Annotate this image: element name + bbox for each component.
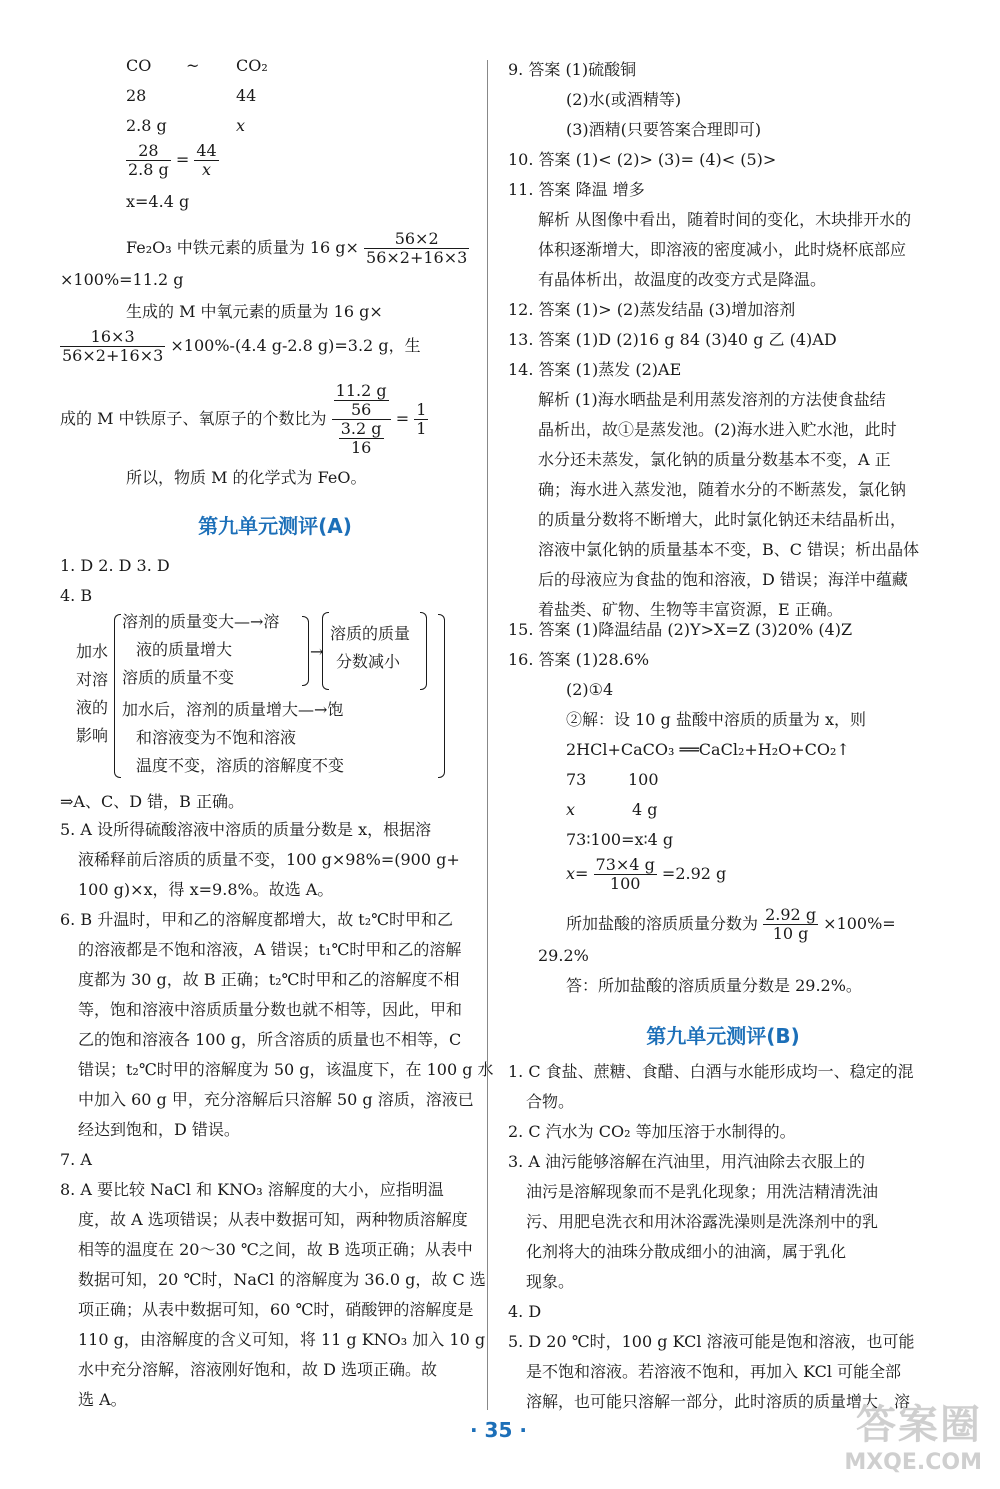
x-result: =2.92 g bbox=[661, 864, 727, 883]
explanation-line: 水分还未蒸发，氯化钠的质量分数基本不变，A 正 bbox=[538, 450, 891, 469]
branch-5: 和溶液变为不饱和溶液 bbox=[136, 728, 297, 747]
numerator: 2.92 g bbox=[765, 905, 817, 924]
fraction bbox=[194, 142, 218, 179]
branch-text: 加水后，溶剂的质量增大 bbox=[122, 700, 299, 719]
answer-b1-cont: 合物。 bbox=[526, 1092, 575, 1111]
text-line: 相等的温度在 20～30 ℃之间，故 B 选项正确；从表中 bbox=[78, 1240, 473, 1259]
x-solution bbox=[566, 856, 726, 893]
section-heading-a: 第九单元测评(A) bbox=[198, 514, 352, 538]
answer-16-setup: ②解：设 10 g 盐酸中溶质的质量为 x，则 bbox=[566, 710, 866, 729]
denominator: 2.8 g bbox=[128, 160, 169, 179]
denominator: 56×2+16×3 bbox=[62, 346, 164, 365]
numerator: 73×4 g bbox=[595, 855, 655, 874]
fraction bbox=[126, 142, 171, 179]
o-mass-line bbox=[60, 328, 421, 365]
side-label: 加水 bbox=[76, 642, 109, 661]
value: 100 bbox=[628, 770, 659, 789]
right-column bbox=[508, 40, 938, 1420]
numerator: 1 bbox=[416, 400, 427, 419]
fraction bbox=[594, 856, 657, 893]
section-heading-b: 第九单元测评(B) bbox=[646, 1024, 800, 1048]
ratio-bottom bbox=[332, 420, 391, 457]
value: 73 bbox=[566, 770, 587, 789]
answer-b4: 4. D bbox=[508, 1302, 542, 1321]
mass-28: 28 bbox=[126, 86, 147, 105]
ratio-top bbox=[332, 382, 391, 420]
percentage-text: 所加盐酸的溶质质量分数为 bbox=[566, 914, 759, 933]
left-brace bbox=[114, 614, 121, 778]
text-line: 项正确；从表中数据可知，60 ℃时，硝酸钾的溶解度是 bbox=[78, 1300, 474, 1319]
denominator: x bbox=[202, 160, 212, 179]
text-line: 油污是溶解现象而不是乳化现象；用洗洁精清洗油 bbox=[526, 1182, 879, 1201]
text-line: 是不饱和溶液。若溶液不饱和，再加入 KCl 可能全部 bbox=[526, 1362, 902, 1381]
value: 4 g bbox=[632, 800, 658, 819]
ratio-result bbox=[414, 401, 428, 438]
text-line: 度，故 A 选项错误；从表中数据可知，两种物质溶解度 bbox=[78, 1210, 468, 1229]
text-line: 数据可知，20 ℃时，NaCl 的溶解度为 36.0 g，故 C 选 bbox=[78, 1270, 486, 1289]
numerator: 56×2 bbox=[364, 230, 469, 249]
calc-proportion bbox=[126, 142, 219, 179]
answer-14: 14. 答案 (1)蒸发 (2)AE bbox=[508, 360, 682, 379]
answer-7: 7. A bbox=[60, 1150, 92, 1169]
answer-9-part-2: (2)水(或酒精等) bbox=[566, 90, 682, 109]
equals: = bbox=[175, 150, 190, 169]
answer-16-part-2: (2)①4 bbox=[566, 680, 614, 699]
percentage-tail: ×100%= bbox=[823, 914, 896, 933]
fraction bbox=[334, 382, 389, 419]
left-column bbox=[60, 40, 494, 1420]
text-line: 化剂将大的油珠分散成细小的油滴，属于乳化 bbox=[526, 1242, 847, 1261]
fe-tail: ×100%=11.2 g bbox=[60, 270, 184, 289]
explanation-line: 解析 从图像中看出，随着时间的变化，木块排开水的 bbox=[538, 210, 912, 229]
numerator: 44 bbox=[196, 141, 217, 160]
text-line: 度都为 30 g，故 B 正确；t₂℃时甲和乙的溶解度不相 bbox=[78, 970, 460, 989]
text-line: 5. A 设所得硫酸溶液中溶质的质量分数是 x，根据溶 bbox=[60, 820, 432, 839]
result-bracket-right bbox=[420, 612, 427, 690]
fe-fraction bbox=[364, 230, 469, 267]
o-mass-text: 生成的 M 中氧元素的质量为 16 g× bbox=[126, 302, 383, 321]
fe-text: Fe₂O₃ 中铁元素的质量为 16 g× bbox=[126, 238, 359, 257]
mass-2-8: 2.8 g bbox=[126, 116, 167, 135]
numerator: 3.2 g bbox=[340, 419, 382, 438]
branch-6: 温度不变，溶质的溶解度不变 bbox=[136, 756, 345, 775]
percentage-line bbox=[566, 906, 896, 943]
text-line: 110 g，由溶解度的含义可知，将 11 g KNO₃ 加入 10 g bbox=[78, 1330, 486, 1349]
text-line: 乙的饱和溶液各 100 g，所含溶质的质量也不相等，C bbox=[78, 1030, 462, 1049]
ratio-line bbox=[60, 382, 428, 457]
denominator: 100 bbox=[609, 874, 641, 893]
text-line: 水中充分溶解，溶液刚好饱和，故 D 选项正确。故 bbox=[78, 1360, 438, 1379]
o-tail: ×100%-(4.4 g-2.8 g)=3.2 g，生 bbox=[170, 336, 421, 355]
mass-row-1 bbox=[566, 770, 766, 790]
text-line: 中加入 60 g 甲，充分溶解后只溶解 50 g 溶质，溶液已 bbox=[78, 1090, 474, 1109]
fraction bbox=[763, 906, 818, 943]
branch-3: 溶质的质量不变 bbox=[122, 668, 235, 687]
calc-row3 bbox=[126, 116, 326, 136]
answer-4: 4. B bbox=[60, 586, 93, 605]
arrow-text: —→溶 bbox=[234, 612, 280, 631]
answer-11: 11. 答案 降温 增多 bbox=[508, 180, 645, 199]
denominator: 56 bbox=[350, 400, 372, 419]
arrow-to-result: → bbox=[310, 642, 324, 661]
denominator: 16 bbox=[350, 438, 372, 457]
watermark-url: MXQE.COM bbox=[844, 1450, 982, 1475]
denominator: 1 bbox=[416, 419, 427, 438]
explanation-line: 着盐类、矿物、生物等丰富资源，E 正确。 bbox=[538, 600, 843, 619]
value: x bbox=[566, 800, 576, 819]
final-answer: 答：所加盐酸的溶质质量分数是 29.2%。 bbox=[566, 976, 862, 995]
text-line: 6. B 升温时，甲和乙的溶解度都增大，故 t₂℃时甲和乙 bbox=[60, 910, 454, 929]
side-label: 影响 bbox=[76, 726, 109, 745]
answer-12: 12. 答案 (1)> (2)蒸发结晶 (3)增加溶剂 bbox=[508, 300, 796, 319]
answer-b3: 3. A 油污能够溶解在汽油里，用汽油除去衣服上的 bbox=[508, 1152, 865, 1171]
equals: = bbox=[395, 409, 410, 428]
proportion: 73∶100=x∶4 g bbox=[566, 830, 674, 849]
explanation-line: 溶液中氯化钠的质量基本不变，B、C 错误；析出晶体 bbox=[538, 540, 920, 559]
numerator: 16×3 bbox=[60, 328, 165, 347]
o-fraction bbox=[60, 328, 165, 365]
right-brace bbox=[302, 616, 309, 686]
result-line-1: 溶质的质量 bbox=[330, 624, 411, 643]
calc-row1 bbox=[126, 56, 268, 76]
conclusion: 所以，物质 M 的化学式为 FeO。 bbox=[126, 468, 367, 487]
co-label: CO bbox=[126, 56, 152, 75]
chemical-equation: 2HCl+CaCO₃ ══CaCl₂+H₂O+CO₂↑ bbox=[566, 740, 850, 759]
branch-4 bbox=[122, 700, 343, 720]
page-number: · 35 · bbox=[470, 1418, 527, 1442]
answer-9: 9. 答案 (1)硫酸铜 bbox=[508, 60, 637, 79]
branch-1 bbox=[122, 612, 279, 632]
result-line-2: 分数减小 bbox=[336, 652, 401, 671]
explanation-line: 后的母液应为食盐的饱和溶液，D 错误；海洋中蕴藏 bbox=[538, 570, 908, 589]
answer-10: 10. 答案 (1)< (2)> (3)= (4)< (5)> bbox=[508, 150, 777, 169]
fe-mass-line bbox=[126, 230, 469, 267]
explanation-line: 晶析出，故①是蒸发池。(2)海水进入贮水池，此时 bbox=[538, 420, 897, 439]
numerator: 28 bbox=[126, 142, 171, 161]
answer-9-part-3: (3)酒精(只要答案合理即可) bbox=[566, 120, 762, 139]
side-label: 对溶 bbox=[76, 670, 109, 689]
text-line: 选 A。 bbox=[78, 1390, 127, 1409]
text-line: 经达到饱和，D 错误。 bbox=[78, 1120, 240, 1139]
answer-b5: 5. D 20 ℃时，100 g KCl 溶液可能是饱和溶液，也可能 bbox=[508, 1332, 915, 1351]
mass-row-2 bbox=[566, 800, 766, 820]
tilde: ~ bbox=[186, 56, 200, 75]
text-line: 的溶液都是不饱和溶液，A 错误；t₁℃时甲和乙的溶解 bbox=[78, 940, 462, 959]
text-line: 污、用肥皂洗衣和用沐浴露洗澡则是洗涤剂中的乳 bbox=[526, 1212, 879, 1231]
answer-1-3: 1. D 2. D 3. D bbox=[60, 556, 170, 575]
dilution-diagram bbox=[60, 612, 490, 782]
denominator: 56×2+16×3 bbox=[366, 248, 468, 267]
text-line: 溶解，也可能只溶解一部分，此时溶质的质量增大，溶 bbox=[526, 1392, 911, 1411]
explanation-line: 有晶体析出，故温度的改变方式是降温。 bbox=[538, 270, 827, 289]
answer-4-conclusion: ⇒A、C、D 错，B 正确。 bbox=[60, 792, 244, 811]
branch-2: 液的质量增大 bbox=[136, 640, 233, 659]
text-line: 等，饱和溶液中溶质质量分数也就不相等，因此，甲和 bbox=[78, 1000, 463, 1019]
co2-label: CO₂ bbox=[236, 56, 268, 75]
outer-right-brace bbox=[438, 614, 445, 778]
side-label: 液的 bbox=[76, 698, 109, 717]
text-line: 现象。 bbox=[526, 1272, 575, 1291]
text-line: 8. A 要比较 NaCl 和 KNO₃ 溶解度的大小，应指明温 bbox=[60, 1180, 444, 1199]
text-line: 100 g)×x，得 x=9.8%。故选 A。 bbox=[78, 880, 334, 899]
explanation-line: 的质量分数将不断增大，此时氯化钠还未结晶析出， bbox=[538, 510, 907, 529]
arrow-text: —→饱 bbox=[298, 700, 344, 719]
text-line: 液稀释前后溶质的质量不变，100 g×98%=(900 g+ bbox=[78, 850, 460, 869]
numerator: 11.2 g bbox=[335, 381, 387, 400]
answer-b2: 2. C 汽水为 CO₂ 等加压溶于水制得的。 bbox=[508, 1122, 796, 1141]
explanation-line: 体积逐渐增大，即溶液的密度减小，此时烧杯底部应 bbox=[538, 240, 907, 259]
denominator: 10 g bbox=[772, 924, 809, 943]
text-line: 错误；t₂℃时甲的溶解度为 50 g，该温度下，在 100 g 水 bbox=[78, 1060, 494, 1079]
answer-b1: 1. C 食盐、蔗糖、食醋、白酒与水能形成均一、稳定的混 bbox=[508, 1062, 914, 1081]
ratio-text: 成的 M 中铁原子、氧原子的个数比为 bbox=[60, 409, 327, 428]
mass-44: 44 bbox=[236, 86, 257, 105]
watermark-logo: 答案圈 bbox=[856, 1402, 982, 1448]
mass-x: x bbox=[236, 116, 246, 135]
x-label: x= bbox=[566, 864, 589, 883]
watermark bbox=[844, 1393, 982, 1475]
answer-16: 16. 答案 (1)28.6% bbox=[508, 650, 650, 669]
percentage-result: 29.2% bbox=[538, 946, 589, 965]
explanation-line: 确；海水进入蒸发池，随着水分的不断蒸发，氯化钠 bbox=[538, 480, 907, 499]
calc-result: x=4.4 g bbox=[126, 192, 190, 211]
ratio-compound-fraction bbox=[332, 382, 391, 457]
calc-row2 bbox=[126, 86, 326, 106]
answer-15: 15. 答案 (1)降温结晶 (2)Y>X=Z (3)20% (4)Z bbox=[508, 620, 853, 639]
result-bracket bbox=[322, 612, 329, 690]
fraction bbox=[339, 420, 384, 457]
answer-13: 13. 答案 (1)D (2)16 g 84 (3)40 g 乙 (4)AD bbox=[508, 330, 837, 349]
explanation-line: 解析 (1)海水晒盐是利用蒸发溶剂的方法使食盐结 bbox=[538, 390, 886, 409]
branch-text: 溶剂的质量变大 bbox=[122, 612, 235, 631]
